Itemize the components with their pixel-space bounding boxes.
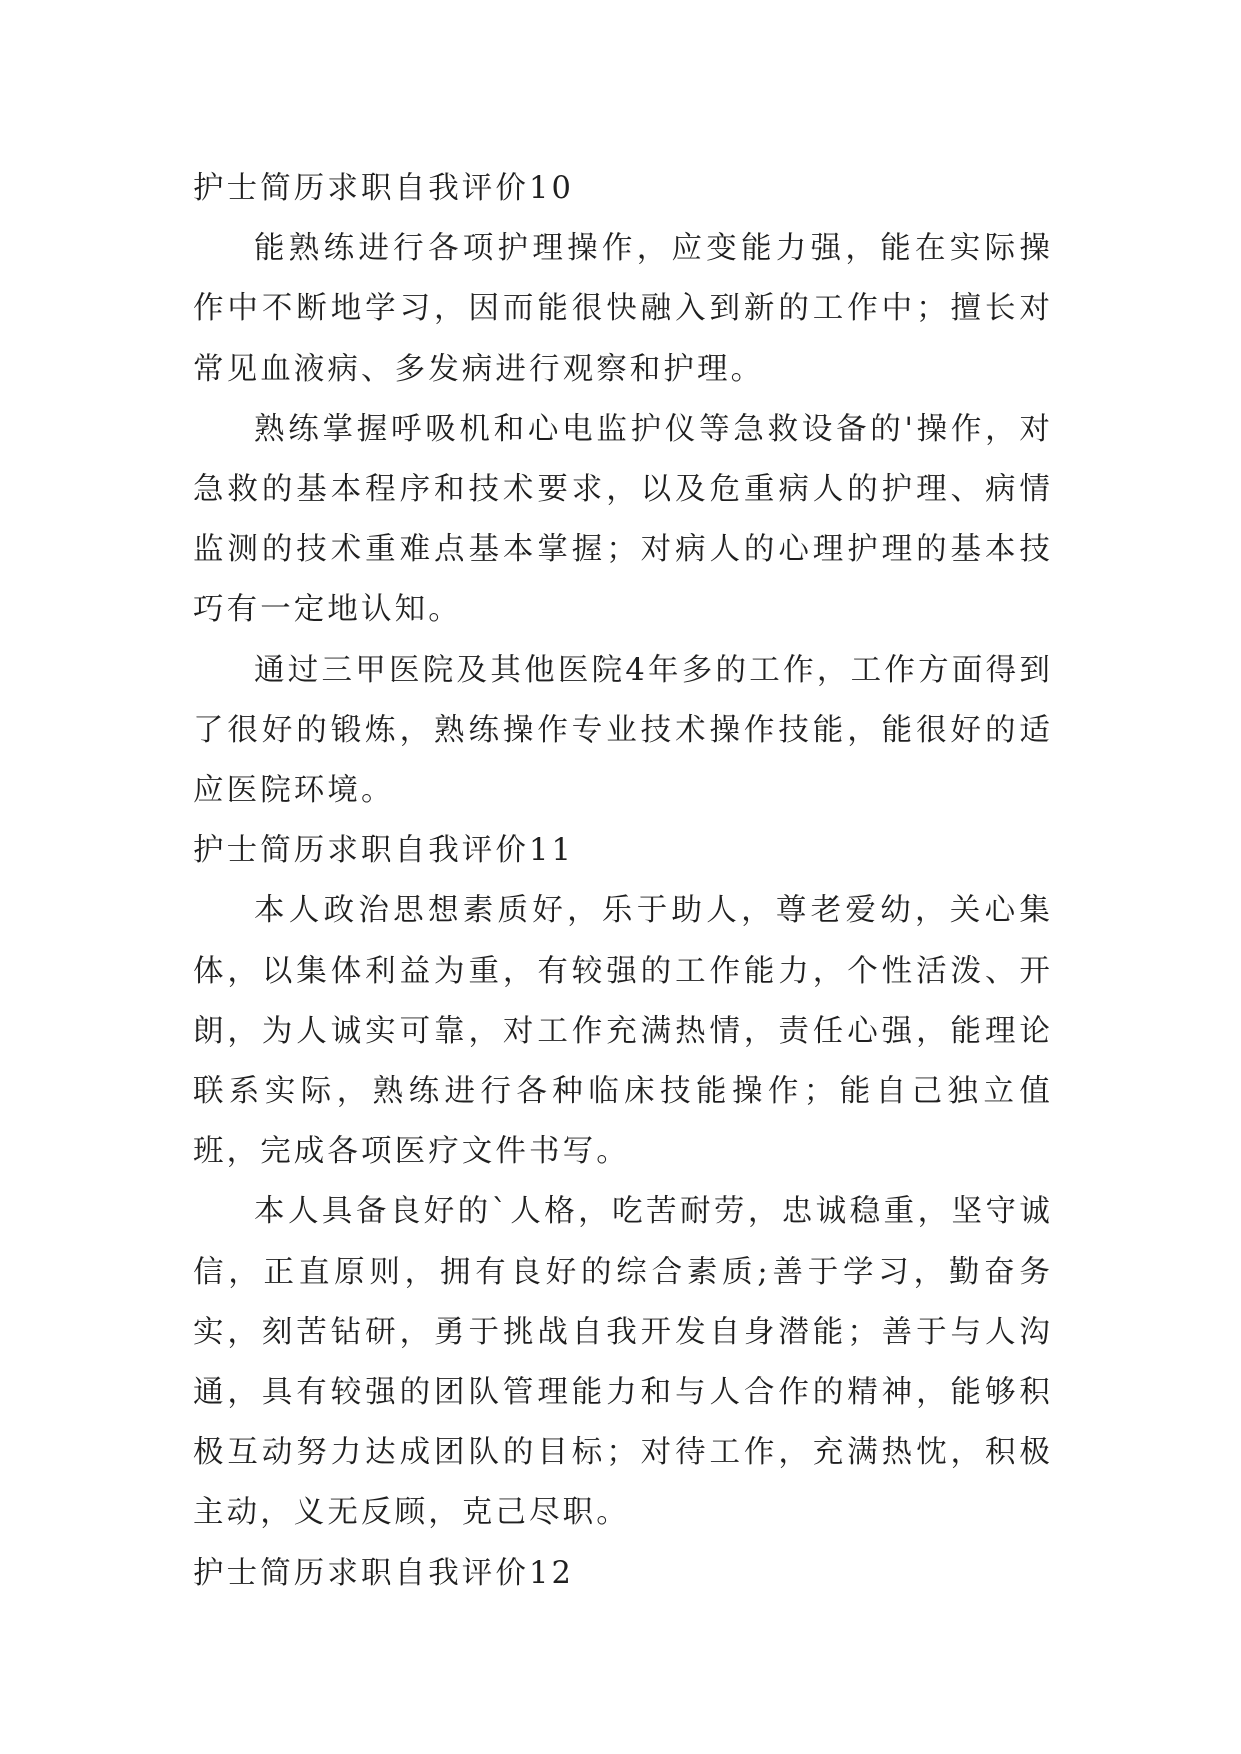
section-title: 护士简历求职自我评价11: [193, 833, 575, 869]
paragraph: 熟练掌握呼吸机和心电监护仪等急救设备的'操作，对急救的基本程序和技术要求，以及危重病人的护理、病情监测的技术重难点基本掌握；对病人的心理护理的基本技巧有一定地认知。: [193, 411, 1053, 628]
section-title: 护士简历求职自我评价10: [193, 171, 575, 206]
section-10: [193, 159, 1053, 821]
section-12: [193, 1544, 1053, 1604]
paragraph: 本人政治思想素质好，乐于助人，尊老爱幼，关心集体，以集体利益为重，有较强的工作能力，个性活泼、开朗，为人诚实可靠，对工作充满热情，责任心强，能理论联系实际，熟练进行各种临床技能操作；能自己独立值班，完成各项医疗文件书写。: [193, 893, 1053, 1170]
section-title: 护士简历求职自我评价12: [193, 1555, 575, 1591]
section-11: [193, 821, 1053, 1543]
document-body: [193, 159, 1053, 1604]
paragraph: 能熟练进行各项护理操作，应变能力强，能在实际操作中不断地学习，因而能很快融入到新的工作中；擅长对常见血液病、多发病进行观察和护理。: [193, 231, 1053, 387]
paragraph: 通过三甲医院及其他医院4年多的工作，工作方面得到了很好的锻炼，熟练操作专业技术操作技能，能很好的适应医院环境。: [193, 652, 1053, 809]
paragraph: 本人具备良好的`人格，吃苦耐劳，忠诚稳重，坚守诚信，正直原则，拥有良好的综合素质;善于学习，勤奋务实，刻苦钻研，勇于挑战自我开发自身潜能；善于与人沟通，具有较强的团队管理能力和与人合作的精神，能够积极互动努力达成团队的目标；对待工作，充满热忱，积极主动，义无反顾，克己尽职。: [193, 1194, 1053, 1531]
